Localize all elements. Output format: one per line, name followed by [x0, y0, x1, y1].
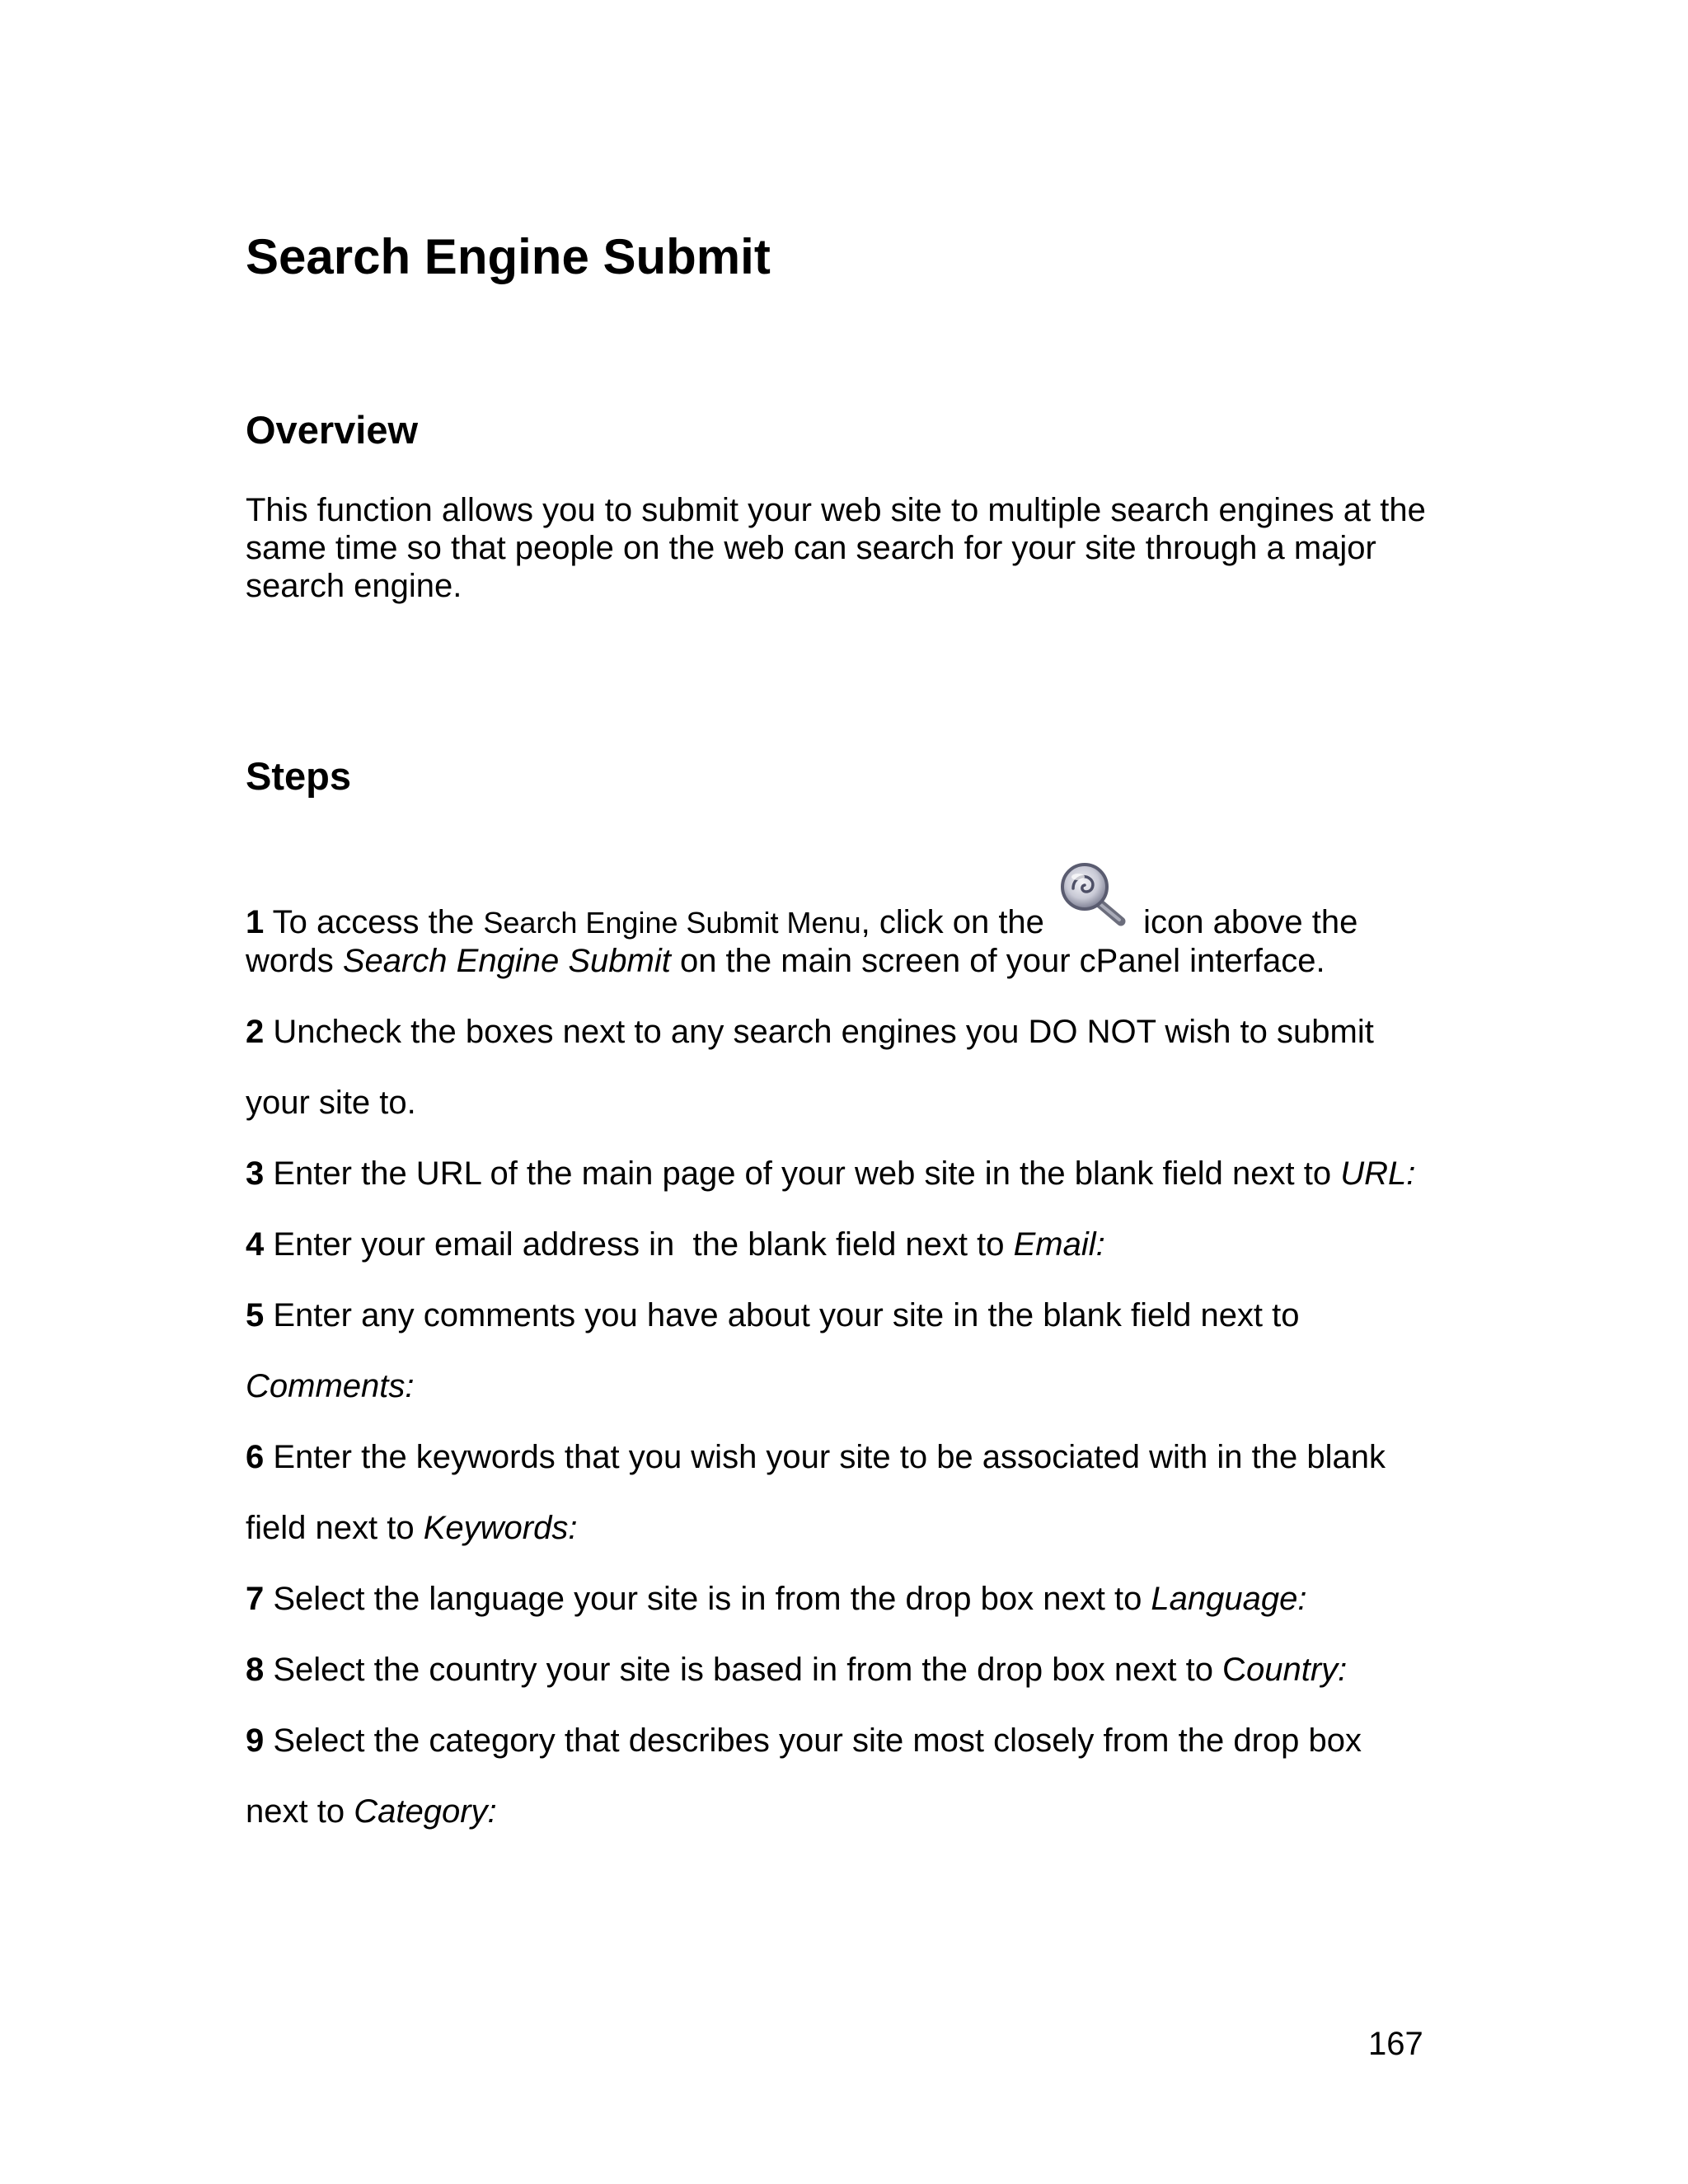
step-number: 2 — [246, 1014, 265, 1050]
overview-heading: Overview — [246, 408, 419, 452]
step-text: Select the language your site is in from the drop box next to — [264, 1581, 1151, 1617]
step-emphasis: Keywords: — [423, 1510, 578, 1546]
step-8-line — [246, 1650, 1347, 1690]
step-emphasis: Search Engine Submit — [342, 943, 671, 979]
step-text: Uncheck the boxes next to any search engines you DO NOT wish to submit — [264, 1014, 1374, 1050]
step-2-line-1 — [246, 1012, 1374, 1052]
overview-line: search engine. — [246, 568, 462, 604]
step-text: your site to. — [246, 1085, 416, 1121]
step-text: Enter the keywords that you wish your site to be associated with in the blank — [264, 1439, 1386, 1475]
overview-paragraph — [246, 491, 1449, 605]
step-text: next to — [246, 1793, 354, 1830]
step-number: 3 — [246, 1155, 265, 1192]
overview-line: same time so that people on the web can search for your site through a major — [246, 530, 1376, 566]
step-3-line — [246, 1154, 1415, 1193]
step-6-line-2 — [246, 1508, 577, 1548]
step-number: 6 — [246, 1439, 265, 1475]
step-1-line-1 — [246, 872, 1357, 943]
step-number: 9 — [246, 1722, 265, 1759]
page-number: 167 — [1368, 2026, 1423, 2062]
step-text: icon above the — [1134, 904, 1358, 940]
step-text: , click on the — [860, 904, 1054, 940]
step-5-line-1 — [246, 1296, 1300, 1335]
step-1-line-2 — [246, 941, 1325, 981]
step-text: field next to — [246, 1510, 424, 1546]
overview-line: This function allows you to submit your web site to multiple search engines at the — [246, 492, 1426, 528]
step-number: 1 — [246, 904, 265, 940]
step-emphasis: Category: — [354, 1793, 497, 1830]
steps-heading: Steps — [246, 754, 351, 798]
step-text: Select the category that describes your site most closely from the drop box — [264, 1722, 1362, 1759]
step-text: Enter the URL of the main page of your web site in the blank field next to — [264, 1155, 1341, 1192]
step-emphasis: Language: — [1151, 1581, 1307, 1617]
step-9-line-2 — [246, 1792, 497, 1831]
page-title: Search Engine Submit — [246, 229, 771, 284]
step-text: To access the — [264, 904, 484, 940]
step-emphasis: ountry: — [1245, 1652, 1348, 1688]
menu-name: Search Engine Submit Menu — [483, 906, 861, 940]
step-5-line-2 — [246, 1366, 415, 1406]
step-emphasis: Email: — [1013, 1226, 1105, 1263]
step-number: 8 — [246, 1652, 265, 1688]
step-number: 5 — [246, 1297, 265, 1333]
step-number: 4 — [246, 1226, 265, 1263]
step-2-line-2 — [246, 1083, 416, 1122]
step-text: on the main screen of your cPanel interface. — [670, 943, 1325, 979]
step-text: Enter your email address in the blank field next to — [264, 1226, 1014, 1263]
step-4-line — [246, 1225, 1105, 1264]
step-text: words — [246, 943, 343, 979]
step-number: 7 — [246, 1581, 265, 1617]
step-emphasis: URL: — [1340, 1155, 1416, 1192]
search-engine-magnifier-icon — [1057, 860, 1128, 926]
step-9-line-1 — [246, 1721, 1362, 1760]
step-text: Select the country your site is based in from the drop box next to C — [264, 1652, 1246, 1688]
step-6-line-1 — [246, 1437, 1386, 1477]
step-7-line — [246, 1579, 1307, 1619]
step-emphasis: Comments: — [246, 1368, 415, 1404]
step-text: Enter any comments you have about your site in the blank field next to — [264, 1297, 1300, 1333]
